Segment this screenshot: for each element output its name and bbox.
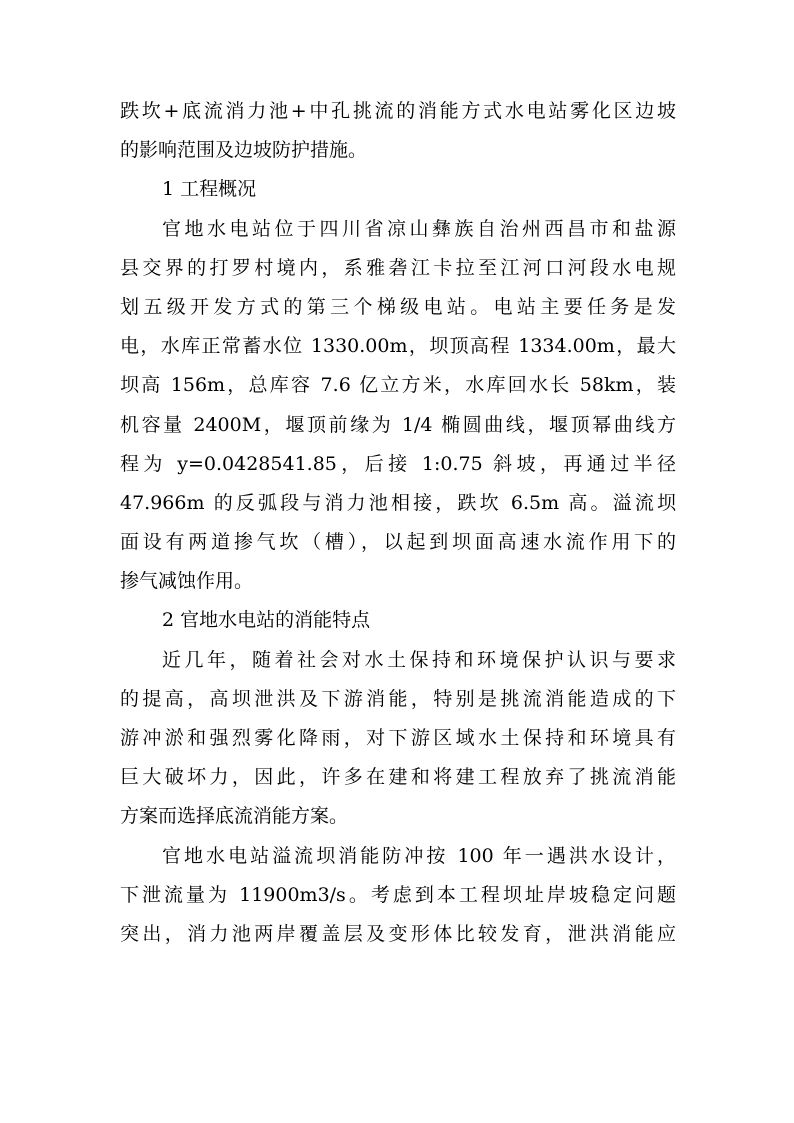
text-line: 巨大破坏力，因此，许多在建和将建工程放弃了挑流消能 bbox=[120, 766, 676, 789]
text-line: 县交界的打罗村境内，系雅砻江卡拉至江河口河段水电规 bbox=[120, 256, 676, 279]
text-line: 跌坎+底流消力池+中孔挑流的消能方式水电站雾化区边坡 bbox=[120, 100, 676, 122]
text-line: 下泄流量为 11900m3/s。考虑到本工程坝址岸坡稳定问题 bbox=[120, 883, 676, 906]
text-line: 官地水电站位于四川省凉山彝族自治州西昌市和盐源 bbox=[162, 217, 676, 240]
text-line: 划五级开发方式的第三个梯级电站。电站主要任务是发 bbox=[120, 295, 676, 318]
text-line: 突出，消力池两岸覆盖层及变形体比较发育，泄洪消能应 bbox=[120, 922, 676, 945]
text-line: 方案而选择底流消能方案。 bbox=[120, 805, 349, 828]
text-line: 面设有两道掺气坎（槽），以起到坝面高速水流作用下的 bbox=[120, 531, 676, 554]
text-line: 坝高 156m，总库容 7.6 亿立方米，水库回水长 58km，装 bbox=[120, 374, 676, 397]
section-heading: 2 官地水电站的消能特点 bbox=[162, 609, 371, 632]
text-line: 47.966m 的反弧段与消力池相接，跌坎 6.5m 高。溢流坝 bbox=[120, 491, 676, 514]
text-line: 游冲淤和强烈雾化降雨，对下游区域水土保持和环境具有 bbox=[120, 727, 676, 749]
text-line: 的影响范围及边坡防护措施。 bbox=[120, 139, 368, 162]
document-body bbox=[120, 92, 676, 954]
text-line: 电，水库正常蓄水位 1330.00m，坝顶高程 1334.00m，最大 bbox=[120, 335, 676, 358]
text-line: 的提高，高坝泄洪及下游消能，特别是挑流消能造成的下 bbox=[120, 687, 676, 710]
section-heading: 1 工程概况 bbox=[162, 178, 257, 201]
text-line: 程为 y=0.0428541.85，后接 1:0.75 斜坡，再通过半径 bbox=[120, 452, 676, 475]
text-line: 官地水电站溢流坝消能防冲按 100 年一遇洪水设计， bbox=[162, 844, 676, 867]
text-line: 近几年，随着社会对水土保持和环境保护认识与要求 bbox=[162, 648, 676, 671]
text-line: 机容量 2400M，堰顶前缘为 1/4 椭圆曲线，堰顶幂曲线方 bbox=[120, 413, 676, 436]
text-line: 掺气减蚀作用。 bbox=[120, 570, 254, 593]
